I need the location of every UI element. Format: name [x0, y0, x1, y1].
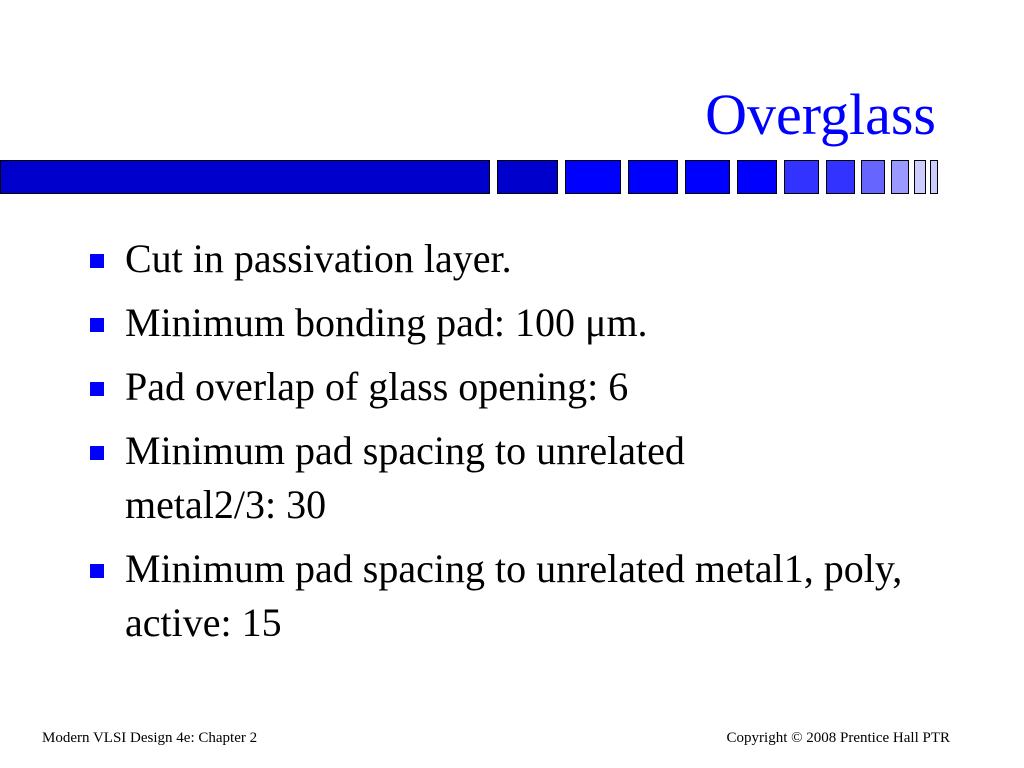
bullet-text: Minimum pad spacing to unrelated metal1, poly, active: 15 [125, 546, 903, 645]
gradient-bar-icon [891, 160, 909, 194]
gradient-bar-icon [826, 160, 855, 194]
bullet-text: Minimum pad spacing to unrelated metal2/3: 30 [125, 428, 685, 527]
square-bullet-icon [90, 564, 104, 578]
list-item [90, 360, 950, 414]
gradient-bar-icon [914, 160, 926, 194]
gradient-bar-icon [565, 160, 621, 194]
footer-chapter: Modern VLSI Design 4e: Chapter 2 [42, 730, 258, 746]
list-item [90, 542, 950, 650]
slide-title: Overglass [705, 82, 936, 147]
square-bullet-icon [90, 254, 104, 268]
list-item [90, 424, 950, 532]
gradient-bar-icon [497, 160, 558, 194]
bullet-text: Minimum bonding pad: 100 μm. [125, 300, 648, 345]
footer-copyright: Copyright © 2008 Prentice Hall PTR [726, 730, 950, 746]
square-bullet-icon [90, 446, 104, 460]
list-item [90, 232, 950, 286]
bullet-list [90, 232, 950, 660]
gradient-bar-icon [628, 160, 678, 194]
square-bullet-icon [90, 382, 104, 396]
square-bullet-icon [90, 318, 104, 332]
gradient-bar-icon [861, 160, 885, 194]
gradient-bar-icon [737, 160, 777, 194]
gradient-bar-icon [0, 160, 490, 194]
list-item [90, 296, 950, 350]
gradient-bar-icon [930, 160, 938, 194]
bullet-text: Pad overlap of glass opening: 6 [125, 364, 629, 409]
gradient-bar-icon [784, 160, 819, 194]
bullet-text: Cut in passivation layer. [125, 236, 512, 281]
gradient-bar-icon [685, 160, 730, 194]
